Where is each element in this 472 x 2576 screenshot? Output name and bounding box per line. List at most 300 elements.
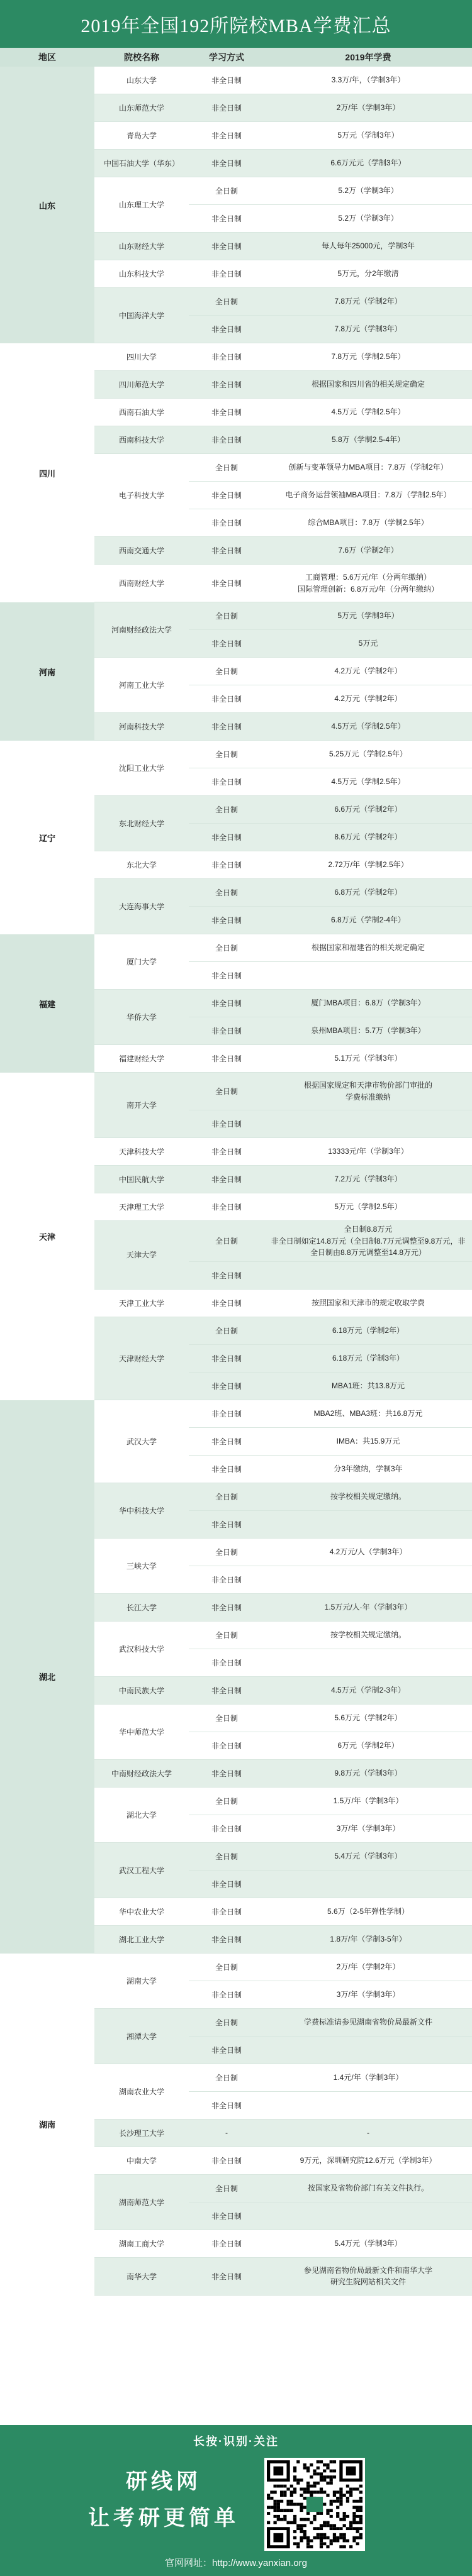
fee-row xyxy=(189,1594,472,1621)
study-mode: 全日制 xyxy=(215,1713,238,1723)
university-name: 电子科技大学 xyxy=(118,491,164,500)
university-name: 西南科技大学 xyxy=(118,436,164,445)
study-mode: 非全日制 xyxy=(211,353,242,362)
table-row xyxy=(94,288,472,343)
university-name: 中南民族大学 xyxy=(118,1686,164,1695)
study-mode: 非全日制 xyxy=(211,546,242,555)
fee-rows xyxy=(189,1788,472,1842)
fee-row xyxy=(189,1566,472,1593)
fee-text: 6.18万元（学制3年） xyxy=(332,1353,405,1363)
fee-row xyxy=(189,1483,472,1510)
table-row xyxy=(94,2147,472,2175)
fee-rows xyxy=(189,1073,472,1137)
study-mode: 全日制 xyxy=(215,1492,238,1501)
header-region: 地区 xyxy=(38,52,56,62)
study-mode: 非全日制 xyxy=(211,1464,242,1474)
fee-text: 4.5万元（学制2.5年） xyxy=(331,722,405,731)
fee-cell xyxy=(264,1317,472,1344)
university-name: 河南科技大学 xyxy=(118,722,164,731)
fee-row xyxy=(189,1073,472,1110)
fee-cell xyxy=(264,67,472,94)
fee-row xyxy=(189,1510,472,1538)
fee-row xyxy=(189,658,472,685)
fee-row xyxy=(189,1138,472,1165)
fee-cell xyxy=(264,1981,472,2008)
university-name: 湘潭大学 xyxy=(126,2032,157,2041)
fee-row xyxy=(189,1110,472,1137)
university-name: 华中科技大学 xyxy=(118,1506,164,1515)
study-mode: 非全日制 xyxy=(211,1603,242,1612)
fee-cell xyxy=(264,2203,472,2230)
study-mode: 非全日制 xyxy=(211,1120,242,1129)
fee-text: 6.6万元元（学制3年） xyxy=(330,158,406,168)
fee-text: 4.2万元（学制2年） xyxy=(334,694,402,704)
fee-row xyxy=(189,2091,472,2119)
fee-text: 7.8万元（学制3年） xyxy=(334,324,402,334)
fee-cell xyxy=(264,1871,472,1898)
fee-cell xyxy=(264,824,472,851)
fee-rows xyxy=(189,2258,472,2295)
university-name: 天津财经大学 xyxy=(118,1354,164,1363)
study-mode: 全日制 xyxy=(215,297,238,306)
university-name: 长沙理工大学 xyxy=(118,2128,164,2138)
table-row xyxy=(94,990,472,1045)
table-row xyxy=(94,1594,472,1622)
fee-cell xyxy=(264,1594,472,1621)
study-mode: 非全日制 xyxy=(211,1175,242,1184)
fee-cell xyxy=(264,851,472,878)
fee-cell xyxy=(264,2009,472,2036)
fee-rows xyxy=(189,879,472,934)
fee-row xyxy=(189,1045,472,1072)
table-row xyxy=(94,1954,472,2009)
fee-cell xyxy=(264,1456,472,1483)
university-name: 中国海洋大学 xyxy=(118,311,164,320)
table-row xyxy=(94,713,472,741)
university-name: 中国石油大学（华东） xyxy=(103,159,179,168)
fee-cell xyxy=(264,1649,472,1676)
table-row xyxy=(94,426,472,454)
study-mode: 非全日制 xyxy=(211,104,242,113)
study-mode: 非全日制 xyxy=(211,2045,242,2055)
university-name: 青岛大学 xyxy=(126,131,157,140)
study-mode: 非全日制 xyxy=(211,1298,242,1308)
fee-text: 9.8万元（学制3年） xyxy=(334,1768,402,1777)
footer xyxy=(0,2425,472,2576)
fee-text: 5.6万元（学制2年） xyxy=(334,1713,402,1722)
university-name: 天津大学 xyxy=(126,1251,157,1260)
study-mode: 全日制 xyxy=(215,805,238,814)
fee-text: 创新与变革领导力MBA项目：7.8万（学制2年） xyxy=(288,463,448,472)
table-row xyxy=(94,1705,472,1760)
university-name: 沈阳工业大学 xyxy=(118,764,164,773)
fee-cell xyxy=(264,602,472,629)
university-name: 南开大学 xyxy=(126,1101,157,1110)
qr-code-icon[interactable] xyxy=(264,2458,365,2551)
table-row xyxy=(94,1290,472,1317)
table-row xyxy=(94,371,472,399)
study-mode: 全日制 xyxy=(215,944,238,953)
fee-row xyxy=(189,426,472,453)
study-mode: 非全日制 xyxy=(211,380,242,389)
fee-rows xyxy=(189,260,472,287)
fee-cell xyxy=(264,1677,472,1704)
fee-text: 按照国家和天津市的规定收取学费 xyxy=(311,1298,425,1307)
fee-cell xyxy=(264,2120,472,2147)
fee-row xyxy=(189,1815,472,1842)
website xyxy=(0,2556,472,2569)
fee-row xyxy=(189,454,472,481)
study-mode: 非全日制 xyxy=(211,1658,242,1667)
table-row xyxy=(94,399,472,426)
fee-cell xyxy=(264,1166,472,1193)
fee-text: 研究生院网站相关文件 xyxy=(330,2277,406,2287)
fee-row xyxy=(189,1898,472,1925)
study-mode: 非全日制 xyxy=(211,2156,242,2165)
fee-row xyxy=(189,2009,472,2036)
fee-text: 泉州MBA项目：5.7万（学制3年） xyxy=(311,1026,425,1036)
fee-text: 分3年缴纳，学制3年 xyxy=(334,1464,403,1473)
university-name: 西南财经大学 xyxy=(118,579,164,588)
university-name: 武汉工程大学 xyxy=(118,1866,164,1875)
table-row xyxy=(94,1166,472,1193)
fee-cell xyxy=(264,1788,472,1815)
fee-cell xyxy=(264,1926,472,1953)
slogan: 让考研更简单 xyxy=(88,2506,239,2530)
study-mode: 非全日制 xyxy=(211,778,242,787)
table-header xyxy=(0,48,472,67)
table-row xyxy=(94,602,472,658)
fee-row xyxy=(189,1677,472,1704)
fee-rows xyxy=(189,94,472,121)
fee-text: 4.2万元（学制2年） xyxy=(334,666,402,676)
university-name: 东北财经大学 xyxy=(118,819,164,828)
study-mode: 全日制 xyxy=(215,1962,238,1972)
fee-rows xyxy=(189,2230,472,2257)
fee-cell xyxy=(264,1345,472,1372)
fee-row xyxy=(189,94,472,121)
fee-text: 工商管理：5.6万元/年（分两年缴纳） xyxy=(305,572,432,582)
fee-row xyxy=(189,1017,472,1044)
fee-rows xyxy=(189,1539,472,1593)
fee-text: 参见湖南省物价局最新文件和南华大学 xyxy=(303,2265,432,2275)
region-universities xyxy=(94,741,472,934)
fee-cell xyxy=(264,1428,472,1455)
table-row xyxy=(94,1622,472,1677)
fee-cell xyxy=(264,509,472,536)
study-mode: 全日制 xyxy=(215,2184,238,2193)
table-row xyxy=(94,741,472,796)
header-study-mode: 学习方式 xyxy=(209,52,244,62)
fee-row xyxy=(189,906,472,934)
table-row xyxy=(94,94,472,122)
fee-rows xyxy=(189,1193,472,1220)
university-name: 湖北工业大学 xyxy=(118,1935,164,1944)
fee-text: 按学校相关规定缴纳。 xyxy=(330,1630,406,1639)
fee-cell xyxy=(264,2175,472,2202)
table-row xyxy=(94,2120,472,2147)
region-universities xyxy=(94,1400,472,1954)
fee-rows xyxy=(189,1594,472,1621)
fee-rows xyxy=(189,2120,472,2147)
fee-text: 1.4元/年（学制3年） xyxy=(333,2072,403,2082)
fee-rows xyxy=(189,343,472,370)
study-mode: 非全日制 xyxy=(211,491,242,500)
fee-rows xyxy=(189,150,472,177)
table-row xyxy=(94,2230,472,2258)
study-mode: 非全日制 xyxy=(211,436,242,445)
fee-text: 5万元（学制2.5年） xyxy=(334,1202,402,1212)
study-mode: 非全日制 xyxy=(211,916,242,925)
university-name: 三峡大学 xyxy=(126,1561,157,1571)
study-mode: 全日制 xyxy=(215,1852,238,1861)
university-name: 大连海事大学 xyxy=(118,902,164,911)
header-university: 院校名称 xyxy=(124,52,159,62)
study-mode: 全日制 xyxy=(215,750,238,759)
fee-rows xyxy=(189,741,472,795)
fee-rows xyxy=(189,1926,472,1953)
fee-rows xyxy=(189,796,472,851)
study-mode: 非全日制 xyxy=(211,2211,242,2221)
fee-cell xyxy=(264,796,472,823)
study-mode: 非全日制 xyxy=(211,1520,242,1529)
fee-cell xyxy=(264,1262,472,1289)
study-mode: 非全日制 xyxy=(211,1990,242,1999)
study-mode: 非全日制 xyxy=(211,2101,242,2110)
study-mode: 非全日制 xyxy=(211,1054,242,1063)
fee-text: 5万元 xyxy=(358,639,378,648)
fee-cell xyxy=(264,1566,472,1593)
fee-rows xyxy=(189,1760,472,1787)
university-name: 西南石油大学 xyxy=(118,408,164,417)
fee-row xyxy=(189,288,472,315)
study-mode: - xyxy=(225,2128,228,2138)
fee-text: 6.18万元（学制2年） xyxy=(332,1325,405,1335)
study-mode: 非全日制 xyxy=(211,1147,242,1156)
fee-rows xyxy=(189,2175,472,2230)
fee-rows xyxy=(189,1138,472,1165)
region-universities xyxy=(94,1954,472,2296)
fee-cell xyxy=(264,990,472,1017)
table-row xyxy=(94,658,472,713)
fee-cell xyxy=(264,1760,472,1787)
fee-rows xyxy=(189,934,472,989)
fee-row xyxy=(189,1427,472,1455)
fee-cell xyxy=(264,2037,472,2064)
study-mode: 全日制 xyxy=(215,1630,238,1640)
fee-row xyxy=(189,1760,472,1787)
university-name: 武汉大学 xyxy=(126,1437,157,1446)
fee-rows xyxy=(189,1166,472,1193)
fee-row xyxy=(189,150,472,177)
fee-cell xyxy=(264,205,472,232)
fee-rows xyxy=(189,1705,472,1759)
fee-text: 7.2万元（学制3年） xyxy=(334,1175,402,1184)
study-mode: 全日制 xyxy=(215,612,238,621)
table-row xyxy=(94,1073,472,1138)
fee-cell xyxy=(264,1073,472,1110)
region-cell: 福建 xyxy=(0,934,94,1073)
study-mode: 全日制 xyxy=(215,1087,238,1096)
study-mode: 全日制 xyxy=(215,1796,238,1806)
fee-row xyxy=(189,1843,472,1870)
fee-cell xyxy=(264,2147,472,2174)
study-mode: 非全日制 xyxy=(211,1907,242,1916)
fee-table xyxy=(0,67,472,2296)
fee-rows xyxy=(189,990,472,1044)
fee-text: 每人每年25000元，学制3年 xyxy=(321,241,415,251)
fee-cell xyxy=(264,1511,472,1538)
study-mode: 非全日制 xyxy=(211,1409,242,1418)
website-url[interactable]: http://www.yanxian.org xyxy=(212,2558,307,2568)
university-name: 山东师范大学 xyxy=(118,104,164,113)
fee-row xyxy=(189,177,472,204)
table-row xyxy=(94,2009,472,2064)
fee-text: 4.5万元（学制2-3年） xyxy=(330,1685,406,1694)
university-name: 天津科技大学 xyxy=(118,1147,164,1156)
fee-row xyxy=(189,1705,472,1732)
fee-cell xyxy=(264,316,472,343)
table-row xyxy=(94,934,472,990)
fee-cell xyxy=(264,1221,472,1261)
fee-cell xyxy=(264,399,472,426)
fee-cell xyxy=(264,233,472,260)
fee-text: 根据国家规定和天津市物价部门审批的 xyxy=(303,1080,432,1090)
region-universities xyxy=(94,67,472,343)
fee-row xyxy=(189,204,472,232)
fee-text: 6.6万元（学制2年） xyxy=(334,805,402,814)
fee-cell xyxy=(264,1622,472,1649)
fee-row xyxy=(189,1870,472,1898)
table-row xyxy=(94,1760,472,1788)
fee-text: 7.8万元（学制2年） xyxy=(334,297,402,306)
fee-row xyxy=(189,1317,472,1344)
study-mode: 非全日制 xyxy=(211,639,242,648)
table-row xyxy=(94,1926,472,1954)
fee-rows xyxy=(189,288,472,343)
university-name: 天津工业大学 xyxy=(118,1298,164,1308)
study-mode: 非全日制 xyxy=(211,519,242,528)
fee-text: 5.8万（学制2.5-4年） xyxy=(331,435,405,445)
fee-cell xyxy=(264,1045,472,1072)
fee-text: 1.5万/年（学制3年） xyxy=(333,1796,403,1805)
study-mode: 全日制 xyxy=(215,888,238,897)
fee-row xyxy=(189,990,472,1017)
table-row xyxy=(94,2258,472,2296)
region-universities xyxy=(94,934,472,1073)
table-row xyxy=(94,1788,472,1843)
fee-text: 3.3万/年，（学制3年） xyxy=(331,75,405,85)
university-name: 湖北大学 xyxy=(126,1810,157,1820)
fee-rows xyxy=(189,1954,472,2008)
fee-row xyxy=(189,67,472,94)
university-name: 华中师范大学 xyxy=(118,1727,164,1737)
study-mode: 非全日制 xyxy=(211,1769,242,1778)
table-row xyxy=(94,67,472,94)
study-mode: 非全日制 xyxy=(211,999,242,1008)
table-row xyxy=(94,2064,472,2120)
study-mode: 非全日制 xyxy=(211,242,242,251)
table-row xyxy=(94,851,472,879)
table-row xyxy=(94,150,472,177)
fee-rows xyxy=(189,1221,472,1289)
fee-text: 3万/年（学制3年） xyxy=(336,1989,400,1999)
fee-cell xyxy=(264,1705,472,1732)
fee-row xyxy=(189,1981,472,2008)
fee-row xyxy=(189,2202,472,2230)
fee-cell xyxy=(264,1483,472,1510)
fee-text: 6万元（学制2年） xyxy=(337,1740,399,1750)
fee-cell xyxy=(264,1898,472,1925)
region-cell: 四川 xyxy=(0,343,94,602)
fee-text: 2万/年（学制2年） xyxy=(336,1962,400,1971)
fee-rows xyxy=(189,2064,472,2119)
fee-cell xyxy=(264,454,472,481)
fee-text: 8.6万元（学制2年） xyxy=(334,832,402,842)
fee-text: 学费标准缴纳 xyxy=(345,1092,391,1102)
table-row xyxy=(94,343,472,371)
table-row xyxy=(94,1138,472,1166)
university-name: 河南财经政法大学 xyxy=(111,626,172,634)
fee-row xyxy=(189,1539,472,1566)
fee-row xyxy=(189,741,472,768)
fee-row xyxy=(189,713,472,740)
fee-text: 5万元（学制3年） xyxy=(337,131,399,140)
fee-rows xyxy=(189,122,472,149)
fee-text: 7.8万元（学制2.5年） xyxy=(331,352,405,362)
table-row xyxy=(94,1193,472,1221)
fee-cell xyxy=(264,94,472,121)
fee-cell xyxy=(264,1732,472,1759)
fee-row xyxy=(189,1193,472,1220)
university-name: 四川师范大学 xyxy=(118,380,164,389)
study-mode: 非全日制 xyxy=(211,579,242,588)
fee-cell xyxy=(264,713,472,740)
fee-cell xyxy=(264,1954,472,1981)
fee-text: 1.5万元/人·年（学制3年） xyxy=(324,1602,412,1611)
fee-text: 2万/年（学制3年） xyxy=(336,103,400,113)
fee-text: 7.6万（学制2年） xyxy=(338,546,398,555)
fee-cell xyxy=(264,426,472,453)
fee-row xyxy=(189,1954,472,1981)
fee-text: MBA1班：共13.8万元 xyxy=(331,1381,405,1390)
fee-cell xyxy=(264,371,472,398)
fee-cell xyxy=(264,1193,472,1220)
fee-row xyxy=(189,1221,472,1261)
fee-row xyxy=(189,399,472,426)
fee-cell xyxy=(264,1815,472,1842)
study-mode: 非全日制 xyxy=(211,695,242,704)
table-row xyxy=(94,1317,472,1400)
study-mode: 非全日制 xyxy=(211,270,242,279)
fee-cell xyxy=(264,122,472,149)
fee-cell xyxy=(264,260,472,287)
study-mode: 非全日制 xyxy=(211,1437,242,1446)
fee-cell xyxy=(264,1138,472,1165)
fee-cell xyxy=(264,962,472,989)
fee-row xyxy=(189,629,472,657)
study-mode: 非全日制 xyxy=(211,1879,242,1889)
fee-row xyxy=(189,2064,472,2091)
fee-cell xyxy=(264,1017,472,1044)
study-mode: 非全日制 xyxy=(211,1203,242,1212)
fee-cell xyxy=(264,907,472,934)
fee-cell xyxy=(264,482,472,509)
fee-cell xyxy=(264,2258,472,2295)
university-name: 湖南工商大学 xyxy=(118,2239,164,2248)
fee-row xyxy=(189,1788,472,1815)
university-name: 西南交通大学 xyxy=(118,546,164,555)
